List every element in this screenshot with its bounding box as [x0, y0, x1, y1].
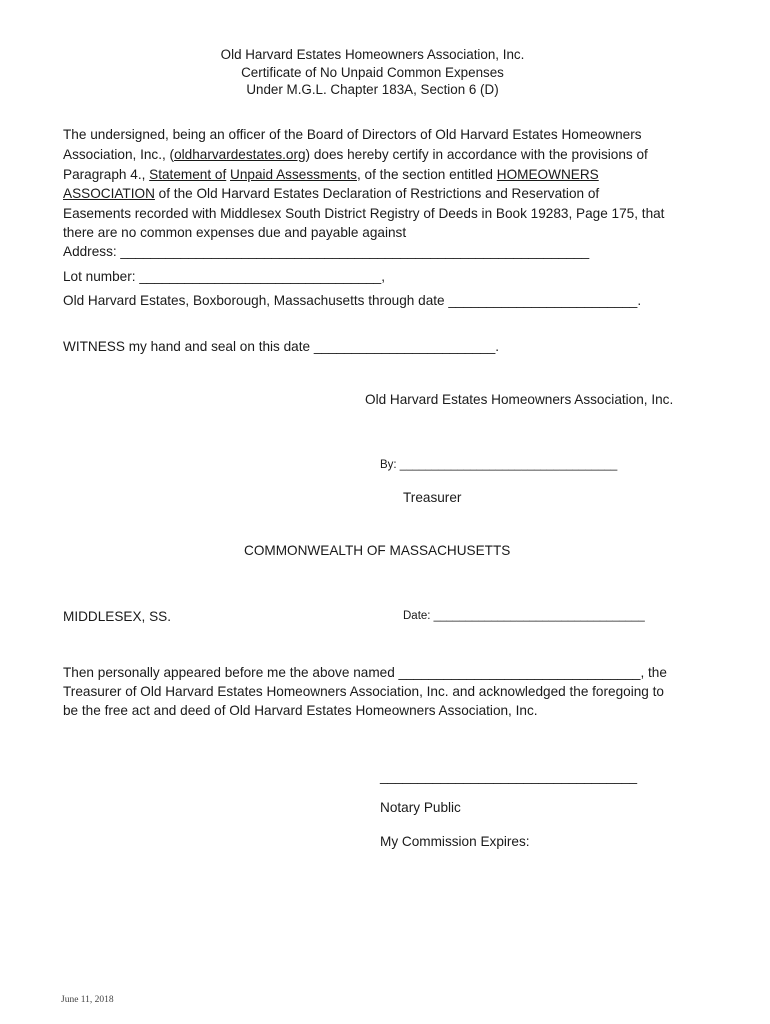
body-line-3-text-a: Paragraph 4.,: [63, 167, 150, 182]
notary-signature-line[interactable]: __________________________________: [380, 769, 638, 784]
lot-number-field[interactable]: Lot number: ________________________________,: [63, 269, 386, 284]
body-line-2-text-a: Association, Inc., (: [63, 147, 175, 162]
document-statute: Under M.G.L. Chapter 183A, Section 6 (D): [246, 82, 499, 97]
body-line-4: [63, 185, 599, 203]
appearance-line-3: be the free act and deed of Old Harvard Estates Homeowners Association, Inc.: [63, 703, 538, 718]
commonwealth-heading: COMMONWEALTH OF MASSACHUSETTS: [244, 543, 511, 558]
county-label: MIDDLESEX, SS.: [63, 609, 172, 624]
body-line-1: The undersigned, being an officer of the Board of Directors of Old Harvard Estates Homeowners: [63, 127, 642, 142]
by-signature-field[interactable]: By: __________________________________: [380, 459, 618, 471]
appearance-line-1[interactable]: Then personally appeared before me the above named ________________________________, the: [63, 665, 667, 680]
appearance-line-2: Treasurer of Old Harvard Estates Homeowners Association, Inc. and acknowledged the foregoing to: [63, 684, 664, 699]
treasurer-title: Treasurer: [403, 490, 462, 505]
body-line-3-text-b: , of the section entitled: [356, 167, 497, 182]
underlined-homeowners: HOMEOWNERS: [496, 167, 599, 182]
notary-public-label: Notary Public: [380, 800, 461, 815]
website-link[interactable]: oldharvardestates.org: [174, 147, 306, 162]
body-line-2: [63, 146, 648, 164]
notary-date-field[interactable]: Date: _________________________________: [403, 610, 645, 622]
underlined-association: ASSOCIATION: [63, 186, 155, 201]
address-field[interactable]: Address: ______________________________________________________________: [63, 244, 590, 259]
body-line-3: [63, 166, 599, 184]
association-name: Old Harvard Estates Homeowners Association, Inc.: [365, 392, 674, 407]
witness-date-field[interactable]: WITNESS my hand and seal on this date ________________________.: [63, 339, 500, 354]
document-subtitle: Certificate of No Unpaid Common Expenses: [241, 65, 504, 80]
document-title: Old Harvard Estates Homeowners Association, Inc.: [220, 47, 525, 62]
through-date-field[interactable]: Old Harvard Estates, Boxborough, Massachusetts through date _________________________.: [63, 293, 642, 308]
body-line-5: Easements recorded with Middlesex South District Registry of Deeds in Book 19283, Page 175, that: [63, 206, 665, 221]
body-line-2-text-b: ) does hereby certify in accordance with the provisions of: [305, 147, 648, 162]
underlined-statement-of: Statement of: [149, 167, 227, 182]
body-line-4-text: of the Old Harvard Estates Declaration of Restrictions and Reservation of: [154, 186, 600, 201]
body-line-6: there are no common expenses due and payable against: [63, 225, 407, 240]
underlined-unpaid-assessments: Unpaid Assessments: [230, 167, 357, 182]
commission-expires-label: My Commission Expires:: [380, 834, 530, 849]
footer-date: June 11, 2018: [61, 995, 114, 1005]
